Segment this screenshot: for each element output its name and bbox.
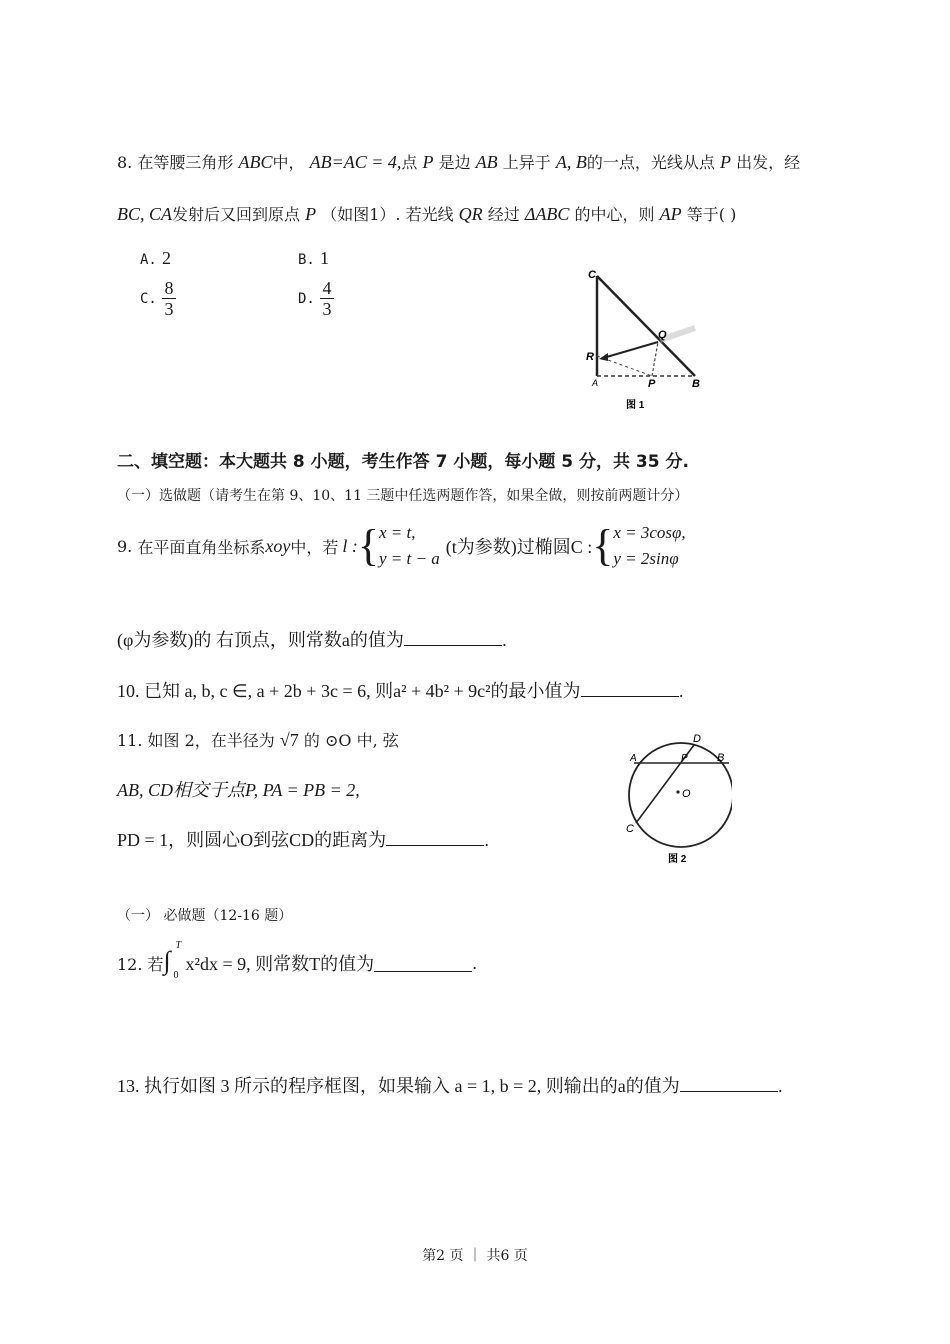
- q11-line2: AB, CD相交于点P, PA = PB = 2,: [117, 780, 360, 800]
- fig2-label-c: C: [626, 823, 634, 835]
- q11-line3: PD = 1，则圆心O到弦CD的距离为 .: [117, 830, 490, 850]
- q11-line1: 11. 如图 2，在半径为 √7 的 ⊙O 中, 弦: [117, 730, 399, 750]
- q8-option-a: A. 2: [140, 248, 171, 268]
- fraction-8-3: $\frac{8}{3}$: [162, 278, 176, 319]
- answer-blank: [374, 955, 472, 972]
- q8-option-c: C. $\frac{8}{3}$: [140, 278, 176, 319]
- fig1-label-p: P: [648, 378, 656, 390]
- q10: 10. 已知 a, b, c ∈, a + 2b + 3c = 6, 则a² + 4b² + 9c²的最小值为 .: [117, 681, 684, 701]
- fig1-label-q: Q: [658, 329, 667, 341]
- q8-line1: 8. 在等腰三角形 ABC中， AB=AC = 4,点 P 是边 AB 上异于 A, B的一点，光线从点 P 出发，经: [117, 152, 801, 172]
- page-footer: 第2 页 ｜ 共6 页: [422, 1248, 528, 1264]
- section-2-elective-note: （一）选做题（请考生在第 9、10、11 三题中任选两题作答，如果全做，则按前两题计分）: [117, 488, 689, 504]
- fig2-label-p: P: [681, 753, 688, 764]
- fig2-label-o: O: [682, 788, 691, 800]
- fig1-label-b: B: [692, 378, 700, 390]
- fig1-label-c: C: [588, 269, 596, 281]
- q13: 13. 执行如图 3 所示的程序框图，如果输入 a = 1, b = 2, 则输出的a的值为 .: [117, 1076, 783, 1096]
- figure-2-circle: [622, 728, 732, 868]
- q9-line2: (φ为参数)的 右顶点，则常数a的值为 .: [117, 630, 507, 650]
- integral-sign: ∫ T 0: [163, 940, 182, 981]
- fig2-label-d: D: [693, 733, 701, 745]
- required-section-note: （一） 必做题（12-16 题）: [117, 908, 293, 924]
- ellipse-system: x = 3cosφ, y = 2sinφ: [613, 523, 686, 568]
- figure-1-triangle: [570, 262, 740, 417]
- q9-line1: 9. 在平面直角坐标系 xoy 中，若 l : { x = t, y = t − a (t为参数)过椭圆C : { x = 3cosφ, y = 2sinφ: [117, 521, 686, 570]
- fig2-label-b: B: [717, 752, 725, 764]
- fig2-label-a: A: [630, 753, 637, 764]
- answer-blank: [386, 829, 484, 846]
- answer-blank: [581, 680, 679, 697]
- fraction-4-3: $\frac{4}{3}$: [320, 278, 334, 319]
- answer-blank: [680, 1075, 778, 1092]
- left-brace: {: [357, 521, 379, 570]
- fig1-label-r: R: [586, 351, 594, 363]
- fig2-caption: 图 2: [668, 854, 687, 865]
- fig1-label-a: A: [592, 378, 599, 388]
- q8-option-d: D. $\frac{4}{3}$: [298, 278, 334, 319]
- line-system: x = t, y = t − a: [379, 523, 440, 568]
- fig1-caption: 图 1: [626, 400, 645, 411]
- q8-line2: BC, CA发射后又回到原点 P （如图1）. 若光线 QR 经过 ΔABC 的中心，则 AP 等于( ): [117, 204, 737, 224]
- q12: 12. 若 ∫ T 0 x²dx = 9, 则常数T的值为 .: [117, 940, 478, 981]
- left-brace: {: [592, 521, 614, 570]
- section-2-title: 二、填空题：本大题共 8 小题，考生作答 7 小题，每小题 5 分，共 35 分.: [117, 452, 689, 472]
- answer-blank: [404, 629, 502, 646]
- q8-option-b: B. 1: [298, 248, 329, 268]
